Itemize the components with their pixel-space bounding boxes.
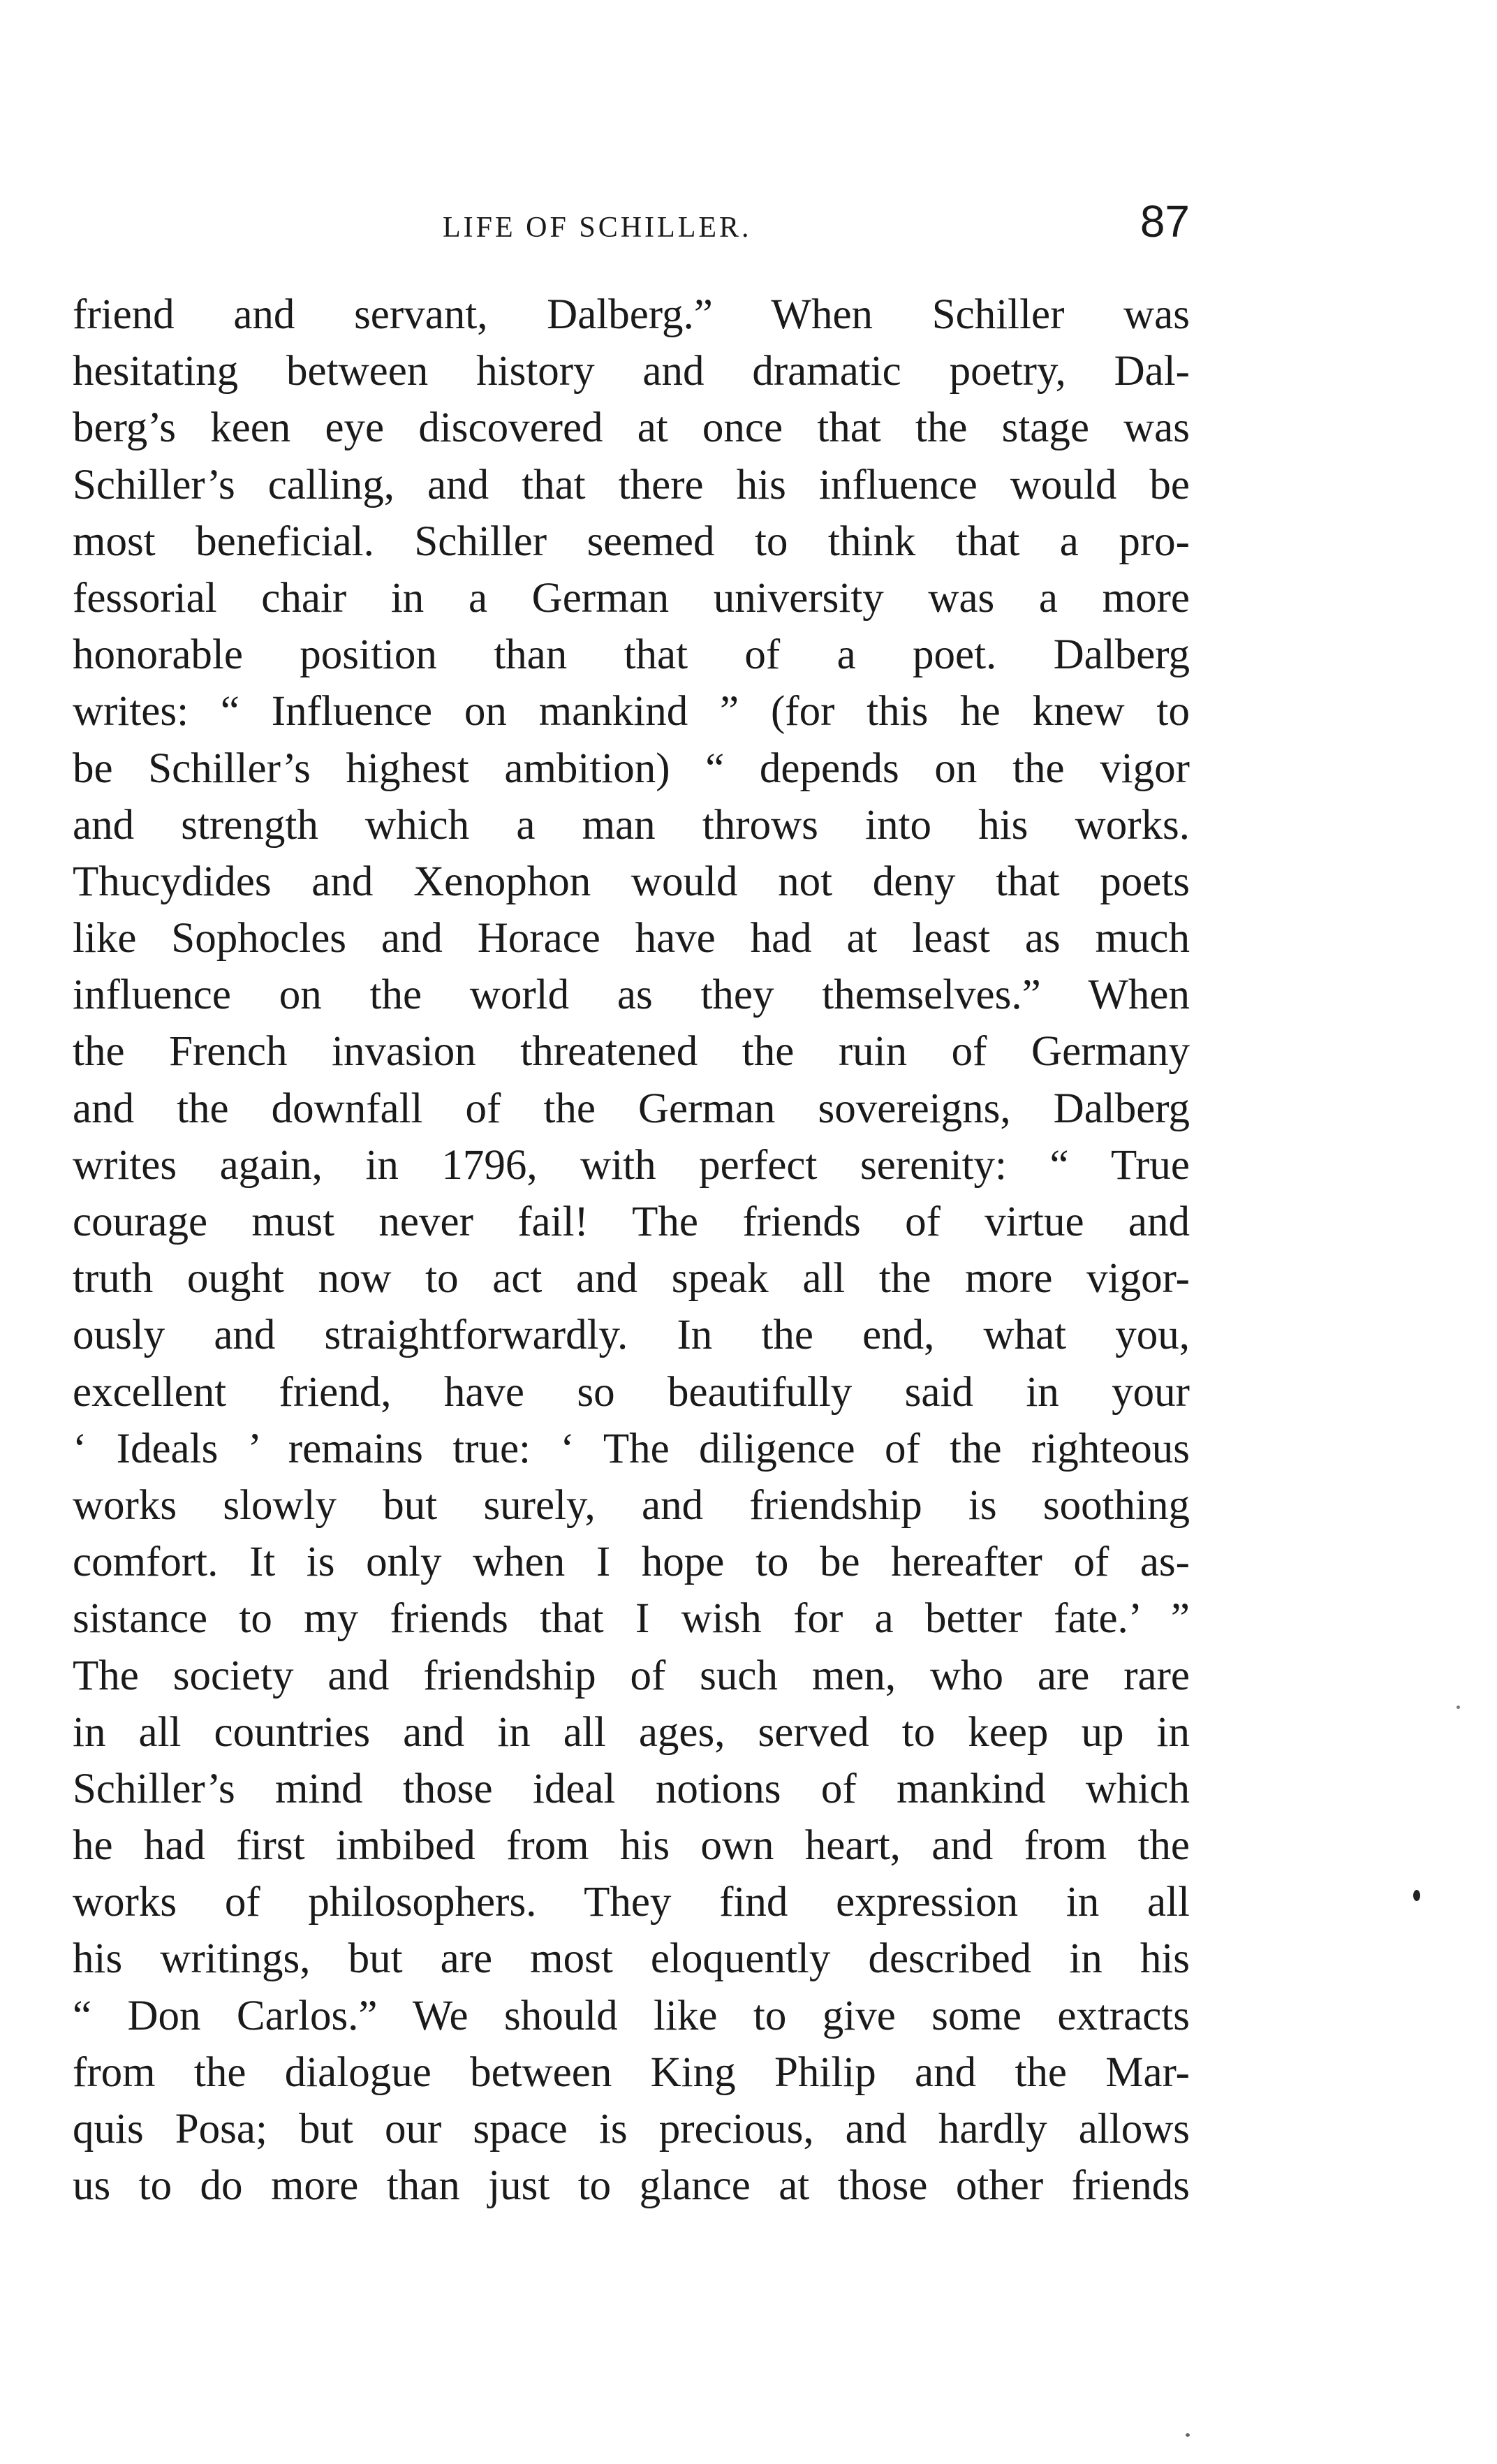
- text-line: excellent friend, have so beautifully said in your: [73, 1368, 1190, 1416]
- text-line: and the downfall of the German sovereigns, Dalberg: [73, 1085, 1190, 1132]
- text-line: ously and straightforwardly. In the end, what you,: [73, 1312, 1190, 1359]
- text-line: Thucydides and Xenophon would not deny that poets: [73, 858, 1190, 905]
- body-text: [73, 286, 1190, 2214]
- text-line: Schiller’s mind those ideal notions of mankind which: [73, 1765, 1190, 1812]
- text-line: from the dialogue between King Philip and the Mar-: [73, 2048, 1190, 2096]
- text-line: truth ought now to act and speak all the more vigor-: [73, 1255, 1190, 1303]
- page-number: 87: [1140, 196, 1190, 247]
- text-line: ‘ Ideals ’ remains true: ‘ The diligence of the righteous: [73, 1425, 1190, 1472]
- text-line: The society and friendship of such men, who are rare: [73, 1652, 1190, 1699]
- text-line: the French invasion threatened the ruin of Germany: [73, 1028, 1190, 1076]
- print-speck: [1413, 1890, 1420, 1901]
- text-line: honorable position than that of a poet. Dalberg: [73, 631, 1190, 679]
- text-line: “ Don Carlos.” We should like to give some extracts: [73, 1992, 1190, 2039]
- text-line: his writings, but are most eloquently described in his: [73, 1935, 1190, 1983]
- text-line: us to do more than just to glance at those other friends: [73, 2162, 1190, 2210]
- text-line: courage must never fail! The friends of virtue and: [73, 1198, 1190, 1245]
- text-line: and strength which a man throws into his works.: [73, 801, 1190, 849]
- text-line: works of philosophers. They find expression in all: [73, 1879, 1190, 1926]
- text-line: writes again, in 1796, with perfect serenity: “ True: [73, 1141, 1190, 1189]
- print-speck: [1186, 2433, 1190, 2437]
- text-line: be Schiller’s highest ambition) “ depends on the vigor: [73, 745, 1190, 792]
- text-line: fessorial chair in a German university was a more: [73, 574, 1190, 622]
- print-speck: [1457, 1706, 1460, 1709]
- text-line: works slowly but surely, and friendship is soothing: [73, 1481, 1190, 1529]
- text-line: like Sophocles and Horace have had at least as much: [73, 915, 1190, 962]
- text-line: comfort. It is only when I hope to be hereafter of as-: [73, 1539, 1190, 1586]
- text-line: influence on the world as they themselves.” When: [73, 971, 1190, 1019]
- running-title: LIFE OF SCHILLER.: [443, 212, 752, 244]
- text-line: sistance to my friends that I wish for a better fate.’ ”: [73, 1595, 1190, 1643]
- text-line: Schiller’s calling, and that there his influence would be: [73, 461, 1190, 508]
- text-line: he had first imbibed from his own heart, and from the: [73, 1822, 1190, 1870]
- text-line: friend and servant, Dalberg.” When Schiller was: [73, 291, 1190, 338]
- text-line: quis Posa; but our space is precious, and hardly allows: [73, 2106, 1190, 2153]
- running-head: [73, 196, 1190, 258]
- text-line: most beneficial. Schiller seemed to think that a pro-: [73, 518, 1190, 565]
- text-line: berg’s keen eye discovered at once that the stage was: [73, 404, 1190, 452]
- text-line: in all countries and in all ages, served to keep up in: [73, 1708, 1190, 1756]
- text-line: hesitating between history and dramatic poetry, Dal-: [73, 348, 1190, 395]
- text-line: writes: “ Influence on mankind ” (for this he knew to: [73, 688, 1190, 735]
